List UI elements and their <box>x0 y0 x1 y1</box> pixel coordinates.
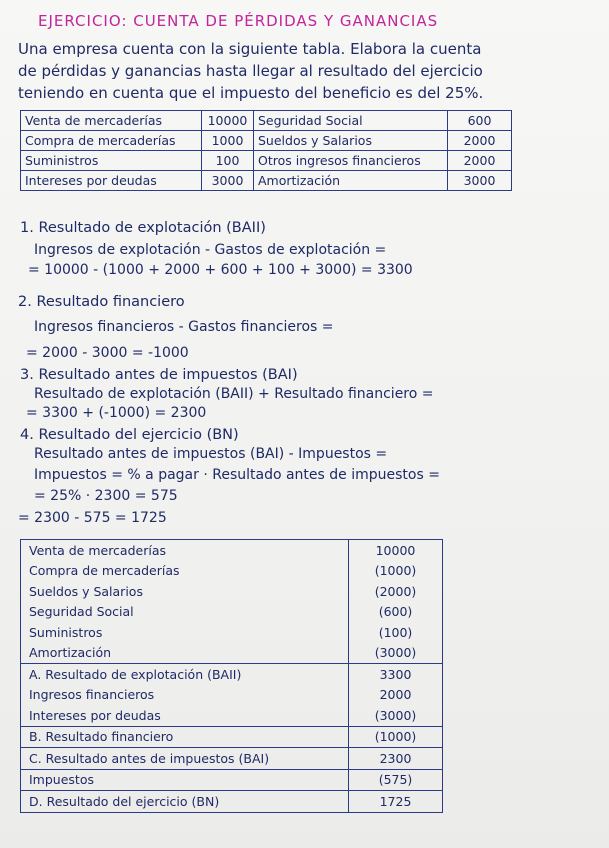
step-4-line-2: Impuestos = % a pagar · Resultado antes de impuestos = <box>34 467 440 483</box>
step-3-line-1: Resultado de explotación (BAII) + Resultado financiero = <box>34 386 434 402</box>
row-value: 2300 <box>349 748 443 770</box>
table-cell: Venta de mercaderías <box>21 111 202 131</box>
row-value: (3000) <box>349 705 443 726</box>
table-row <box>21 705 443 726</box>
row-value: 1725 <box>349 791 443 813</box>
table-row <box>21 643 443 664</box>
step-4-title: 4. Resultado del ejercicio (BN) <box>20 427 239 443</box>
row-value: (100) <box>349 622 443 643</box>
table-row <box>21 748 443 770</box>
step-2-title: 2. Resultado financiero <box>18 294 185 310</box>
page-title: EJERCICIO: CUENTA DE PÉRDIDAS Y GANANCIAS <box>38 12 439 30</box>
step-4-line-1: Resultado antes de impuestos (BAI) - Impuestos = <box>34 446 388 462</box>
row-value: (2000) <box>349 581 443 602</box>
step-2-line-2: = 2000 - 3000 = -1000 <box>26 345 189 361</box>
table-row <box>21 791 443 813</box>
step-4-line-4: = 2300 - 575 = 1725 <box>18 510 167 526</box>
step-2-line-1: Ingresos financieros - Gastos financieros = <box>34 319 334 335</box>
step-1-line-1: Ingresos de explotación - Gastos de explotación = <box>34 242 387 258</box>
step-3-title: 3. Resultado antes de impuestos (BAI) <box>20 367 298 383</box>
table-row <box>21 561 443 582</box>
row-value: (600) <box>349 602 443 623</box>
table-cell: Suministros <box>21 151 202 171</box>
table-cell: 3000 <box>202 171 254 191</box>
table-cell: Compra de mercaderías <box>21 131 202 151</box>
table-cell: 3000 <box>448 171 512 191</box>
table-row <box>21 581 443 602</box>
row-label: Intereses por deudas <box>29 707 161 723</box>
table-cell: 2000 <box>448 131 512 151</box>
row-value: (3000) <box>349 643 443 664</box>
table-cell: Sueldos y Salarios <box>254 131 448 151</box>
row-value: 3300 <box>349 664 443 685</box>
table-cell: Otros ingresos financieros <box>254 151 448 171</box>
row-value: 10000 <box>349 540 443 561</box>
row-label: B. Resultado financiero <box>21 726 349 748</box>
table-cell: Intereses por deudas <box>21 171 202 191</box>
table-cell: 100 <box>202 151 254 171</box>
row-label: Sueldos y Salarios <box>29 583 143 599</box>
step-4-line-3: = 25% · 2300 = 575 <box>34 488 178 504</box>
table-row <box>21 769 443 791</box>
row-label: Seguridad Social <box>29 604 134 620</box>
table-row <box>21 151 512 171</box>
intro-line-3: teniendo en cuenta que el impuesto del beneficio es del 25%. <box>18 84 484 102</box>
table-row <box>21 131 512 151</box>
table-cell: 600 <box>448 111 512 131</box>
row-label: Ingresos financieros <box>29 687 155 703</box>
table-cell: Amortización <box>254 171 448 191</box>
row-label: Suministros <box>29 624 103 640</box>
data-table <box>20 110 512 191</box>
row-value: (1000) <box>349 561 443 582</box>
intro-line-1: Una empresa cuenta con la siguiente tabla. Elabora la cuenta <box>18 40 482 58</box>
row-label: C. Resultado antes de impuestos (BAI) <box>21 748 349 770</box>
intro-line-2: de pérdidas y ganancias hasta llegar al resultado del ejercicio <box>18 62 483 80</box>
table-row <box>21 540 443 561</box>
table-cell: 2000 <box>448 151 512 171</box>
row-label: Compra de mercaderías <box>29 563 180 579</box>
step-1-title: 1. Resultado de explotación (BAII) <box>20 220 266 236</box>
table-cell: Seguridad Social <box>254 111 448 131</box>
row-value: (575) <box>349 769 443 791</box>
step-1-line-2: = 10000 - (1000 + 2000 + 600 + 100 + 3000) = 3300 <box>28 262 413 278</box>
summary-table <box>20 539 443 813</box>
row-value: 2000 <box>349 685 443 706</box>
table-row <box>21 171 512 191</box>
table-row <box>21 726 443 748</box>
table-cell: 1000 <box>202 131 254 151</box>
row-value: (1000) <box>349 726 443 748</box>
table-row <box>21 111 512 131</box>
table-row <box>21 602 443 623</box>
table-cell: 10000 <box>202 111 254 131</box>
table-row <box>21 664 443 685</box>
row-label: Impuestos <box>21 769 349 791</box>
row-label: Venta de mercaderías <box>29 542 166 558</box>
step-3-line-2: = 3300 + (-1000) = 2300 <box>26 405 207 421</box>
table-row <box>21 622 443 643</box>
row-label: D. Resultado del ejercicio (BN) <box>21 791 349 813</box>
table-row <box>21 685 443 706</box>
row-label: A. Resultado de explotación (BAII) <box>21 664 349 685</box>
row-label: Amortización <box>29 645 112 661</box>
